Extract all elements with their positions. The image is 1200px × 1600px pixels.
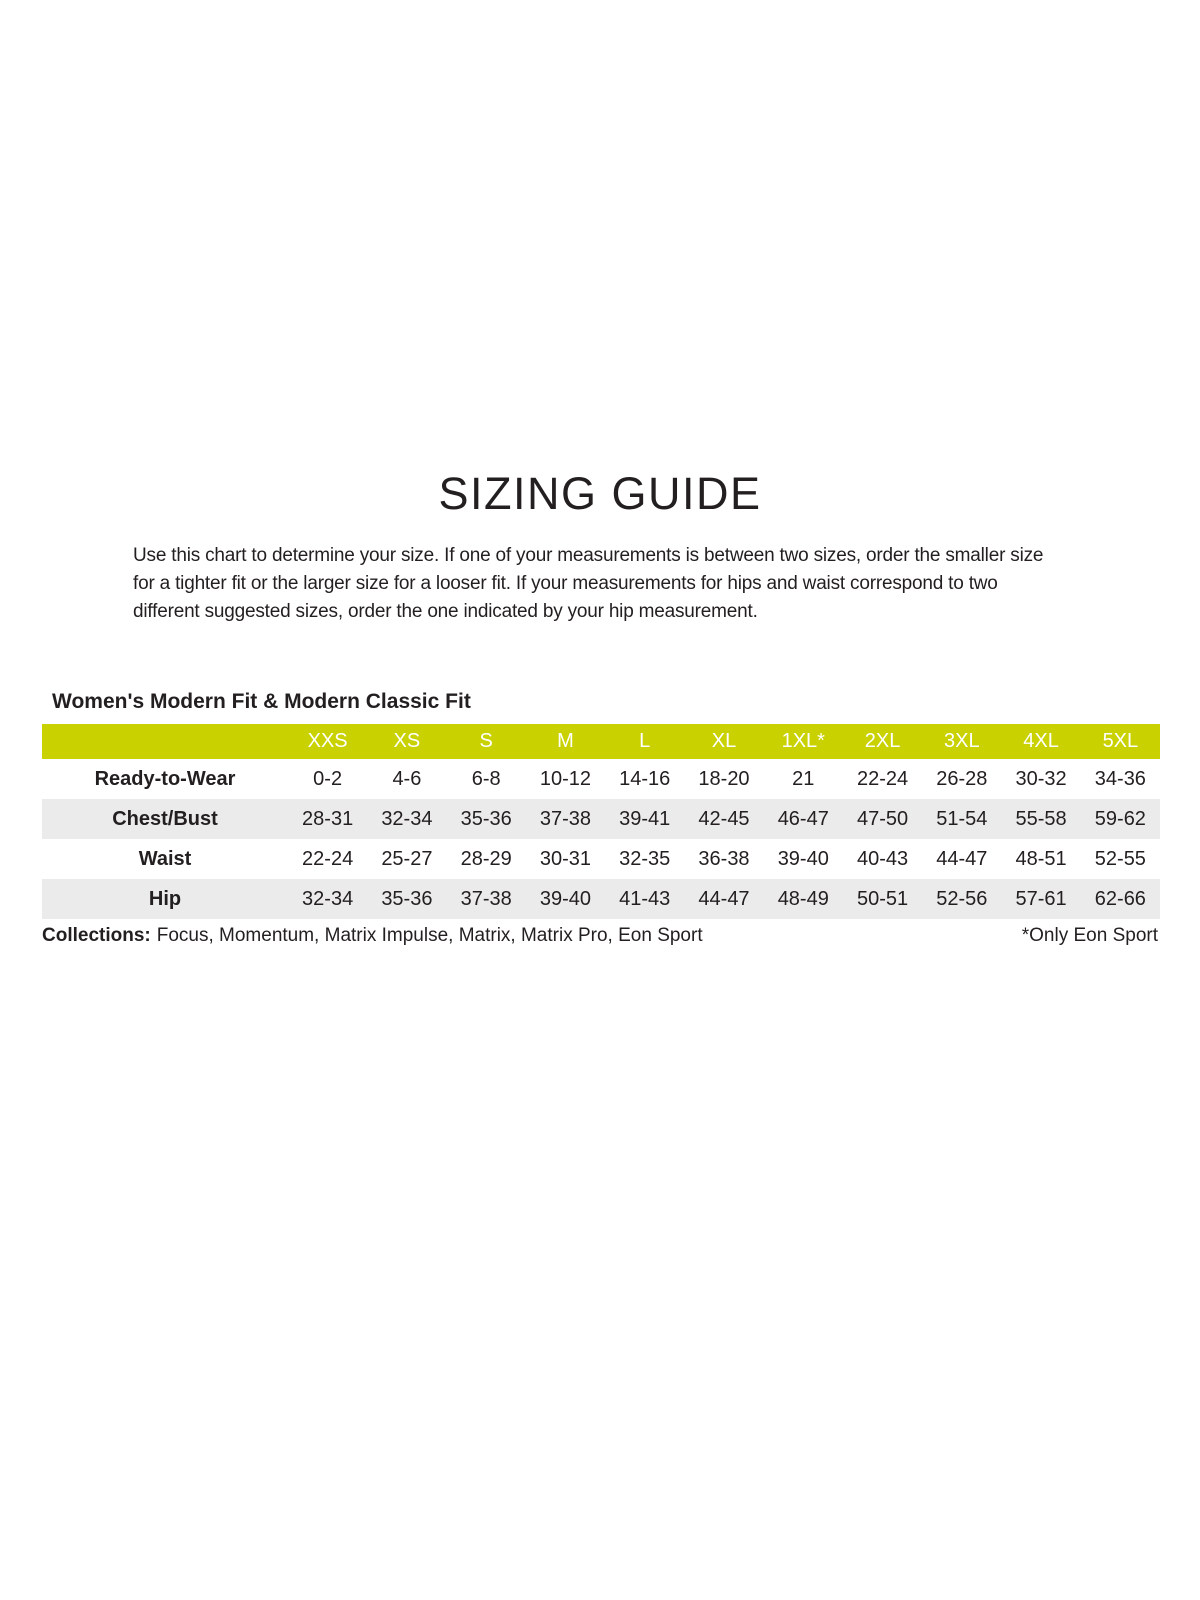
size-value-cell: 62-66	[1094, 887, 1146, 910]
size-value-cell: 28-31	[302, 807, 354, 830]
collections-value: Focus, Momentum, Matrix Impulse, Matrix, Matrix Pro, Eon Sport	[156, 925, 703, 946]
size-value-cell: 32-34	[381, 807, 433, 830]
size-column-header: 3XL	[944, 730, 980, 752]
size-value-cell: 50-51	[856, 887, 909, 910]
size-column-header: L	[639, 730, 651, 752]
size-value-cell: 32-34	[302, 887, 354, 910]
size-value-cell: 28-29	[460, 847, 512, 870]
size-value-cell: 59-62	[1094, 807, 1146, 830]
size-table-header-row	[42, 724, 1160, 759]
size-value-cell: 37-38	[539, 807, 592, 830]
size-value-cell: 44-47	[698, 887, 750, 910]
intro-paragraph: Use this chart to determine your size. If one of your measurements is between two sizes, order the smaller size for a tighter fit or the larger size for a looser fit. If your measurements for hips and waist correspond to two different suggested sizes, order the one indicated by your hip measurement.	[133, 545, 1044, 622]
size-value-cell: 34-36	[1094, 767, 1146, 790]
table-row	[42, 879, 1160, 919]
size-value-cell: 46-47	[777, 807, 829, 830]
collections-label: Collections:	[42, 925, 151, 946]
row-label: Chest/Bust	[112, 807, 218, 830]
size-column-header: M	[557, 730, 574, 752]
collections-text	[42, 925, 703, 947]
size-column-header: 2XL	[864, 730, 901, 752]
footnote: *Only Eon Sport	[1021, 925, 1158, 946]
size-table-body	[42, 759, 1160, 919]
size-value-cell: 30-32	[1015, 767, 1067, 790]
size-value-cell: 14-16	[619, 767, 671, 790]
size-value-cell: 35-36	[460, 807, 512, 830]
size-column-header: 4XL	[1023, 730, 1059, 752]
size-value-cell: 32-35	[619, 847, 671, 870]
size-table	[42, 724, 1160, 919]
size-column-header: S	[479, 730, 493, 752]
size-value-cell: 22-24	[856, 767, 909, 790]
size-value-cell: 40-43	[856, 847, 909, 870]
size-value-cell: 18-20	[698, 767, 750, 790]
size-value-cell: 39-40	[539, 887, 592, 910]
row-label: Waist	[138, 847, 192, 870]
page-title: SIZING GUIDE	[438, 468, 762, 519]
size-value-cell: 47-50	[856, 807, 909, 830]
size-value-cell: 41-43	[619, 887, 671, 910]
size-column-header: XL	[711, 730, 737, 752]
size-column-header: XS	[393, 730, 421, 752]
table-heading: Women's Modern Fit & Modern Classic Fit	[52, 690, 471, 713]
size-value-cell: 35-36	[381, 887, 433, 910]
size-value-cell: 39-40	[777, 847, 829, 870]
size-column-header: XXS	[307, 730, 348, 752]
size-value-cell: 26-28	[936, 767, 988, 790]
row-label: Ready-to-Wear	[94, 767, 236, 790]
size-value-cell: 10-12	[539, 767, 592, 790]
size-value-cell: 52-55	[1094, 847, 1146, 870]
row-label: Hip	[148, 887, 182, 910]
size-value-cell: 42-45	[698, 807, 750, 830]
size-value-cell: 25-27	[381, 847, 433, 870]
size-column-header: 1XL*	[781, 730, 825, 752]
size-value-cell: 0-2	[313, 767, 343, 790]
size-value-cell: 21	[792, 767, 815, 790]
size-value-cell: 4-6	[392, 767, 422, 790]
size-value-cell: 51-54	[936, 807, 988, 830]
size-value-cell: 22-24	[302, 847, 354, 870]
size-value-cell: 55-58	[1015, 807, 1067, 830]
size-value-cell: 57-61	[1015, 887, 1067, 910]
size-value-cell: 48-49	[777, 887, 829, 910]
size-value-cell: 44-47	[936, 847, 988, 870]
size-value-cell: 52-56	[936, 887, 988, 910]
size-value-cell: 39-41	[619, 807, 671, 830]
size-value-cell: 48-51	[1015, 847, 1067, 870]
size-column-header: 5XL	[1102, 730, 1139, 752]
table-row	[42, 759, 1160, 799]
size-value-cell: 36-38	[698, 847, 750, 870]
size-value-cell: 30-31	[539, 847, 592, 870]
size-value-cell: 37-38	[460, 887, 512, 910]
table-row	[42, 839, 1160, 879]
size-value-cell: 6-8	[471, 767, 501, 790]
table-row	[42, 799, 1160, 839]
table-footer	[42, 925, 1158, 947]
